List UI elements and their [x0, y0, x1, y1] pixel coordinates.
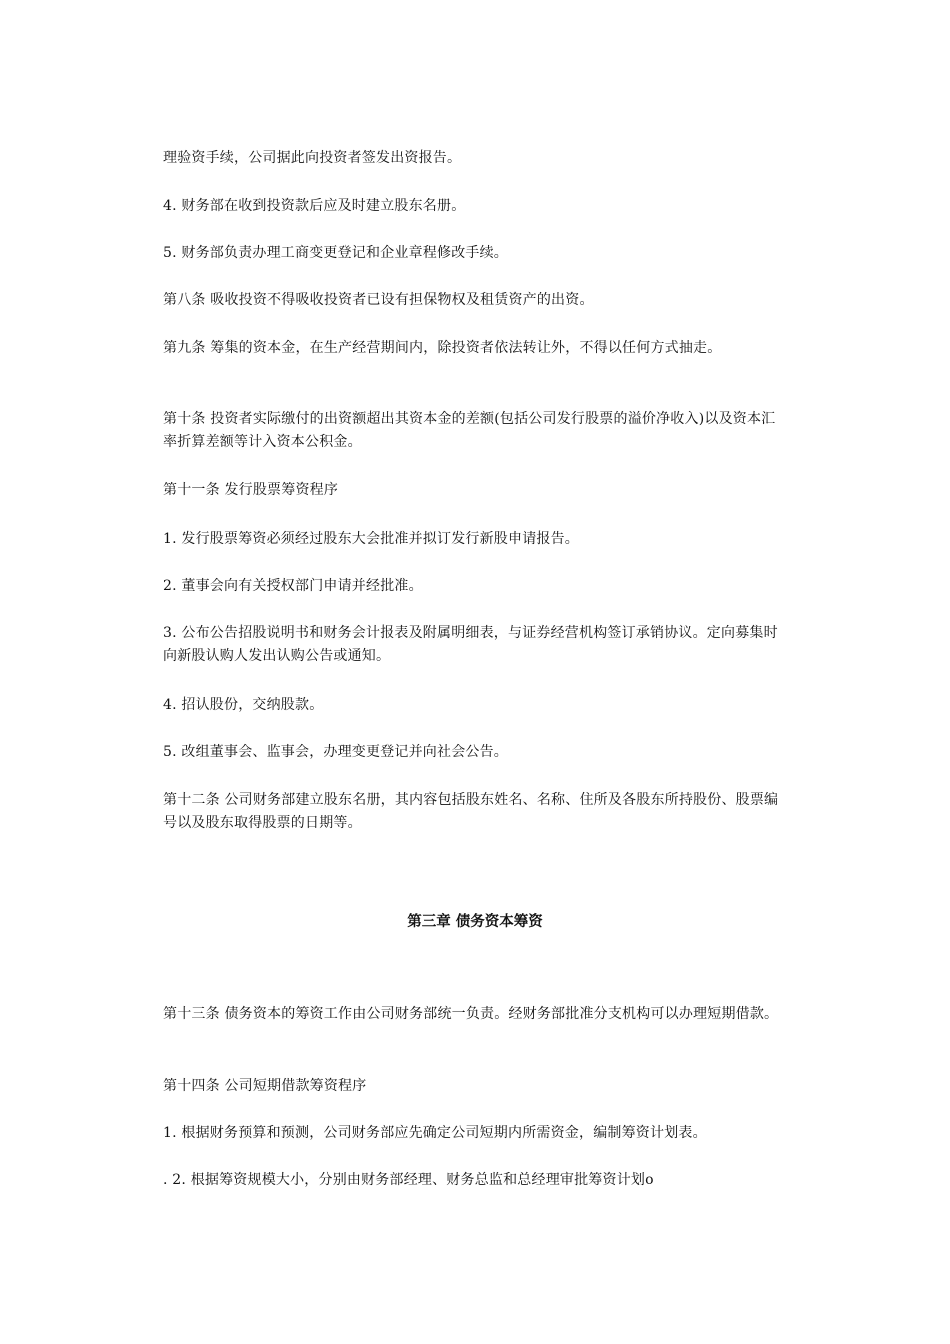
- paragraph-loan-step-1: 1. 根据财务预算和预测，公司财务部应先确定公司短期内所需资金，编制筹资计划表。: [163, 1125, 707, 1141]
- paragraph-article-11: 第十一条 发行股票筹资程序: [163, 482, 339, 498]
- paragraph-stock-step-4: 4. 招认股份，交纳股款。: [163, 697, 324, 713]
- paragraph-article-14: 第十四条 公司短期借款筹资程序: [163, 1078, 367, 1094]
- paragraph-stock-step-2: 2. 董事会向有关授权部门申请并经批准。: [163, 578, 423, 594]
- paragraph-stock-step-3: 3. 公布公告招股说明书和财务会计报表及附属明细表，与证券经营机构签订承销协议。定向募集时向新股认购人发出认购公告或通知。: [163, 625, 778, 664]
- paragraph-article-9: 第九条 筹集的资本金，在生产经营期间内，除投资者依法转让外，不得以任何方式抽走。: [163, 340, 722, 356]
- paragraph-stock-step-1: 1. 发行股票筹资必须经过股东大会批准并拟订发行新股申请报告。: [163, 531, 580, 547]
- paragraph-article-10: 第十条 投资者实际缴付的出资额超出其资本金的差额(包括公司发行股票的溢价净收入)以及资本汇率折算差额等计入资本公积金。: [163, 411, 776, 450]
- paragraph-capital-verification: 理验资手续，公司据此向投资者签发出资报告。: [163, 150, 462, 166]
- paragraph-article-8: 第八条 吸收投资不得吸收投资者已设有担保物权及租赁资产的出资。: [163, 292, 594, 308]
- paragraph-business-registration: 5. 财务部负责办理工商变更登记和企业章程修改手续。: [163, 245, 509, 261]
- chapter-heading: 第三章 债务资本筹资: [407, 913, 543, 930]
- paragraph-stock-step-5: 5. 改组董事会、监事会，办理变更登记并向社会公告。: [163, 744, 509, 760]
- paragraph-article-12: 第十二条 公司财务部建立股东名册，其内容包括股东姓名、名称、住所及各股东所持股份、股票编号以及股东取得股票的日期等。: [163, 792, 779, 831]
- paragraph-shareholder-register: 4. 财务部在收到投资款后应及时建立股东名册。: [163, 198, 466, 214]
- paragraph-article-13: 第十三条 债务资本的筹资工作由公司财务部统一负责。经财务部批准分支机构可以办理短期借款。: [163, 1006, 779, 1022]
- paragraph-loan-step-2: . 2. 根据筹资规模大小，分别由财务部经理、财务总监和总经理审批筹资计划o: [163, 1172, 654, 1188]
